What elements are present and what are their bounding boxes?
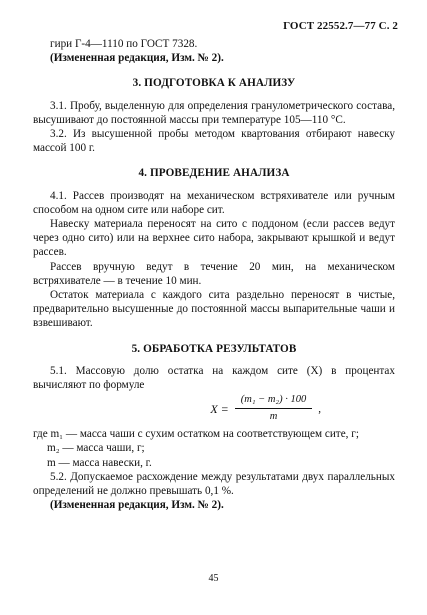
intro-line: гири Г-4—1110 по ГОСТ 7328. bbox=[50, 38, 198, 50]
definition-m: m — масса навески, г. bbox=[47, 456, 152, 469]
formula-numerator: (m₁ − m₂) · 100 bbox=[235, 394, 312, 409]
section-5-paragraph-2: 5.2. Допускаемое расхождение между результатами двух параллельных определений не должно превышать 0,1 %. bbox=[33, 470, 395, 498]
formula-lhs: X = bbox=[210, 401, 229, 416]
page-number: 45 bbox=[208, 573, 219, 584]
page-content bbox=[33, 37, 395, 512]
formula-trailing-comma: , bbox=[318, 402, 321, 415]
section-3-title: 3. ПОДГОТОВКА К АНАЛИЗУ bbox=[132, 77, 296, 90]
section-4-paragraph-2: Навеску материала переносят на сито с поддоном (если рассев ведут через одно сито) или на верхнее сито набора, закрывают крышкой и ведут рассев. bbox=[33, 218, 395, 259]
page-header: ГОСТ 22552.7—77 С. 2 bbox=[283, 20, 398, 32]
formula-denominator: m bbox=[269, 411, 278, 423]
formula bbox=[33, 394, 321, 423]
section-4-paragraph-3: Рассев вручную ведут в течение 20 мин, на механическом встряхивателе — в течение 10 мин. bbox=[33, 260, 395, 287]
section-5-paragraph-1: 5.1. Массовую долю остатка на каждом сите (X) в процентах вычисляют по формуле bbox=[33, 364, 395, 392]
section-3-paragraph-2: 3.2. Из высушенной пробы методом квартования отбирают навеску массой 100 г. bbox=[33, 128, 395, 155]
section-5-amendment-note: (Измененная редакция, Изм. № 2). bbox=[50, 499, 224, 512]
section-4-paragraph-1: 4.1. Рассев производят на механическом встряхивателе или ручным способом на одном сите или наборе сит. bbox=[33, 189, 395, 216]
section-4-paragraph-4: Остаток материала с каждого сита раздельно переносят в чистые, предварительно высушенные до постоянной массы выпарительные чаши и взвешивают. bbox=[33, 289, 395, 330]
definition-m1: где m₁ — масса чаши с сухим остатком на соответствующем сите, г; bbox=[33, 428, 359, 441]
definition-m2: m₂ — масса чаши, г; bbox=[47, 442, 145, 455]
section-3-paragraph-1: 3.1. Пробу, выделенную для определения гранулометрического состава, высушивают до постоянной массы при температуре 105—110 °С. bbox=[33, 99, 395, 126]
intro-amendment-note: (Измененная редакция, Изм. № 2). bbox=[50, 52, 224, 65]
section-5-title: 5. ОБРАБОТКА РЕЗУЛЬТАТОВ bbox=[131, 342, 297, 355]
section-4-title: 4. ПРОВЕДЕНИЕ АНАЛИЗА bbox=[138, 167, 290, 180]
formula-fraction bbox=[235, 394, 312, 423]
